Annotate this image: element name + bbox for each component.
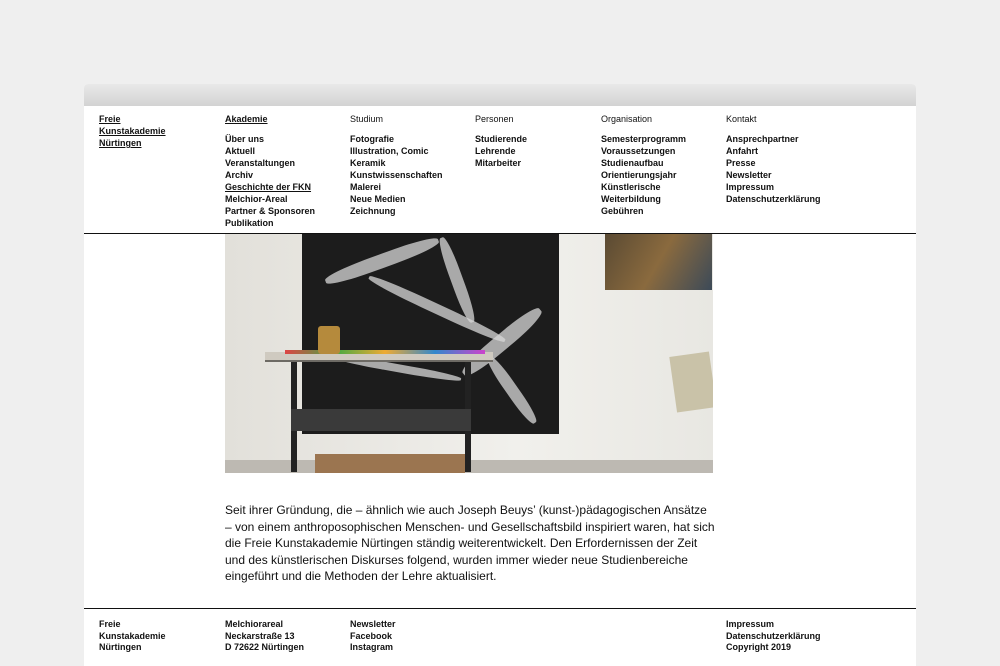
footer-legal <box>726 619 821 654</box>
footer-brand-line-3: Nürtingen <box>99 642 142 652</box>
footer-social <box>350 619 396 654</box>
nav-item-semesterprogramm[interactable]: Semesterprogramm <box>601 134 687 144</box>
footer-address-line-2: Neckarstraße 13 <box>225 630 295 641</box>
photo-small-painting <box>605 234 712 290</box>
nav-item-neue-medien[interactable]: Neue Medien <box>350 194 406 204</box>
nav-heading-studium[interactable]: Studium <box>350 114 384 124</box>
footer-brand-line-1: Freie <box>99 619 121 629</box>
footer-link-instagram[interactable]: Instagram <box>350 642 394 652</box>
nav-heading-akademie[interactable]: Akademie <box>225 114 268 124</box>
nav-item-anfahrt[interactable]: Anfahrt <box>726 146 758 156</box>
nav-item-archiv[interactable]: Archiv <box>225 170 254 180</box>
nav-heading-kontakt[interactable]: Kontakt <box>726 114 757 124</box>
nav-heading-personen[interactable]: Personen <box>475 114 514 124</box>
photo-paint-palette <box>285 350 485 354</box>
footer-link-datenschutz[interactable]: Datenschutzerklärung <box>726 630 821 641</box>
browser-chrome-bar <box>84 84 916 106</box>
nav-item-newsletter[interactable]: Newsletter <box>726 170 772 180</box>
footer-address-line-3: D 72622 Nürtingen <box>225 642 305 652</box>
photo-large-painting <box>302 234 559 434</box>
nav-item-ueber-uns[interactable]: Über uns <box>225 134 265 144</box>
nav-item-fotografie[interactable]: Fotografie <box>350 134 394 144</box>
nav-column-akademie <box>225 113 315 229</box>
nav-item-mitarbeiter[interactable]: Mitarbeiter <box>475 158 522 168</box>
nav-item-studierende[interactable]: Studierende <box>475 134 528 144</box>
nav-item-publikation[interactable]: Publikation <box>225 218 274 228</box>
site-header <box>84 106 916 234</box>
nav-item-geschichte[interactable]: Geschichte der FKN <box>225 182 312 192</box>
nav-item-partner[interactable]: Partner & Sponsoren <box>225 206 316 216</box>
footer-link-impressum[interactable]: Impressum <box>726 619 775 629</box>
footer-address-line-1: Melchiorareal <box>225 619 284 629</box>
nav-item-presse[interactable]: Presse <box>726 158 756 168</box>
nav-item-gebuehren[interactable]: Gebühren <box>601 206 644 216</box>
nav-item-orientierungsjahr[interactable]: Orientierungsjahr <box>601 170 677 180</box>
nav-item-voraussetzungen[interactable]: Voraussetzungen <box>601 146 676 156</box>
nav-item-lehrende[interactable]: Lehrende <box>475 146 516 156</box>
history-paragraph: Seit ihrer Gründung, die – ähnlich wie auch Joseph Beuys’ (kunst-)pädagogischen Ansätze – von einem anthroposophischen Menschen- und Gesellschaftsbild inspiriert waren, hat sich die Freie Kunstakademie Nürtingen ständig weiterentwickelt. Den Erfordernissen der Zeit und des künstlerischen Diskurses folgend, wurden immer wieder neue Studienbereiche eingeführt und die Methoden der Lehre aktualisiert. <box>225 503 715 584</box>
nav-column-kontakt <box>726 113 821 205</box>
nav-item-zeichnung[interactable]: Zeichnung <box>350 206 396 216</box>
browser-window <box>84 84 916 666</box>
nav-item-aktuell[interactable]: Aktuell <box>225 146 256 156</box>
footer-address <box>225 619 304 654</box>
nav-item-melchior-areal[interactable]: Melchior-Areal <box>225 194 288 204</box>
nav-column-studium <box>350 113 443 217</box>
brand-line-1: Freie <box>99 114 121 124</box>
nav-item-impressum[interactable]: Impressum <box>726 182 775 192</box>
nav-item-weiterbildung[interactable]: Weiterbildung <box>601 194 661 204</box>
nav-heading-organisation[interactable]: Organisation <box>601 114 653 124</box>
main-content <box>84 234 916 608</box>
nav-item-veranstaltungen[interactable]: Veranstaltungen <box>225 158 296 168</box>
nav-column-personen <box>475 113 527 169</box>
photo-cardboard-box <box>315 454 465 473</box>
studio-photo <box>225 234 713 473</box>
site-logo-link[interactable] <box>99 113 166 149</box>
footer-brand-line-2: Kunstakademie <box>99 630 166 641</box>
photo-board <box>669 351 713 412</box>
footer-link-facebook[interactable]: Facebook <box>350 630 393 641</box>
nav-item-keramik[interactable]: Keramik <box>350 158 386 168</box>
photo-paint-jar <box>318 326 340 354</box>
footer-copyright: Copyright 2019 <box>726 642 792 652</box>
nav-column-organisation <box>601 113 686 217</box>
photo-table-shelf <box>291 409 471 431</box>
brand-line-2: Kunstakademie <box>99 126 166 136</box>
footer-link-newsletter[interactable]: Newsletter <box>350 619 396 629</box>
nav-item-ansprechpartner[interactable]: Ansprechpartner <box>726 134 799 144</box>
nav-item-illustration[interactable]: Illustration, Comic <box>350 146 429 156</box>
nav-item-kuenstlerische[interactable]: Künstlerische <box>601 182 661 192</box>
brand-line-3: Nürtingen <box>99 138 142 148</box>
footer-brand <box>99 619 166 654</box>
nav-item-kunstwissenschaften[interactable]: Kunstwissenschaften <box>350 170 443 180</box>
nav-item-datenschutz[interactable]: Datenschutzerklärung <box>726 194 821 204</box>
nav-item-malerei[interactable]: Malerei <box>350 182 382 192</box>
site-footer <box>84 608 916 666</box>
nav-item-studienaufbau[interactable]: Studienaufbau <box>601 158 664 168</box>
